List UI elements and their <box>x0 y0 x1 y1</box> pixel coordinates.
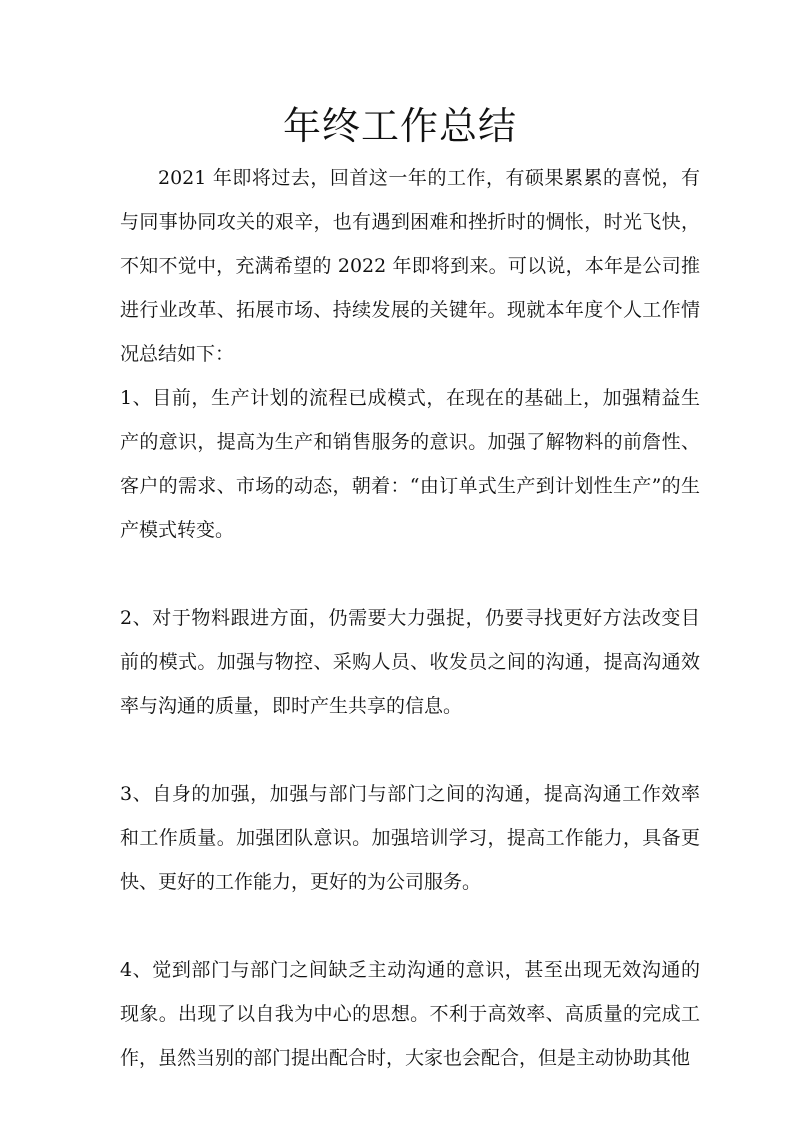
paragraph-spacer <box>120 552 700 596</box>
item-paragraph-3: 3、自身的加强，加强与部门与部门之间的沟通，提高沟通工作效率和工作质量。加强团队意识。加强培训学习，提高工作能力，具备更快、更好的工作能力，更好的为公司服务。 <box>120 783 700 893</box>
document-body <box>120 156 700 1080</box>
intro-paragraph: 2021 年即将过去，回首这一年的工作，有硕果累累的喜悦，有与同事协同攻关的艰辛，也有遇到困难和挫折时的惆怅，时光飞快，不知不觉中，充满希望的 2022 年即将到来。可以说，本年是公司推进行业改革、拓展市场、持续发展的关键年。现就本年度个人工作情况总结如下： <box>120 167 700 365</box>
item-paragraph-4: 4、觉到部门与部门之间缺乏主动沟通的意识，甚至出现无效沟通的现象。出现了以自我为中心的思想。不利于高效率、高质量的完成工作，虽然当别的部门提出配合时，大家也会配合，但是主动协助其他 <box>120 959 700 1069</box>
document-title: 年终工作总结 <box>282 104 517 148</box>
paragraph-spacer <box>120 904 700 948</box>
paragraph-spacer <box>120 728 700 772</box>
item-paragraph-2: 2、对于物料跟进方面，仍需要大力强捉，仍要寻找更好方法改变目前的模式。加强与物控、采购人员、收发员之间的沟通，提高沟通效率与沟通的质量，即时产生共享的信息。 <box>120 607 700 717</box>
item-paragraph-1: 1、目前，生产计划的流程已成模式，在现在的基础上，加强精益生产的意识，提高为生产和销售服务的意识。加强了解物料的前詹性、客户的需求、市场的动态，朝着：“由订单式生产到计划性生产”的生产模式转变。 <box>120 387 700 541</box>
